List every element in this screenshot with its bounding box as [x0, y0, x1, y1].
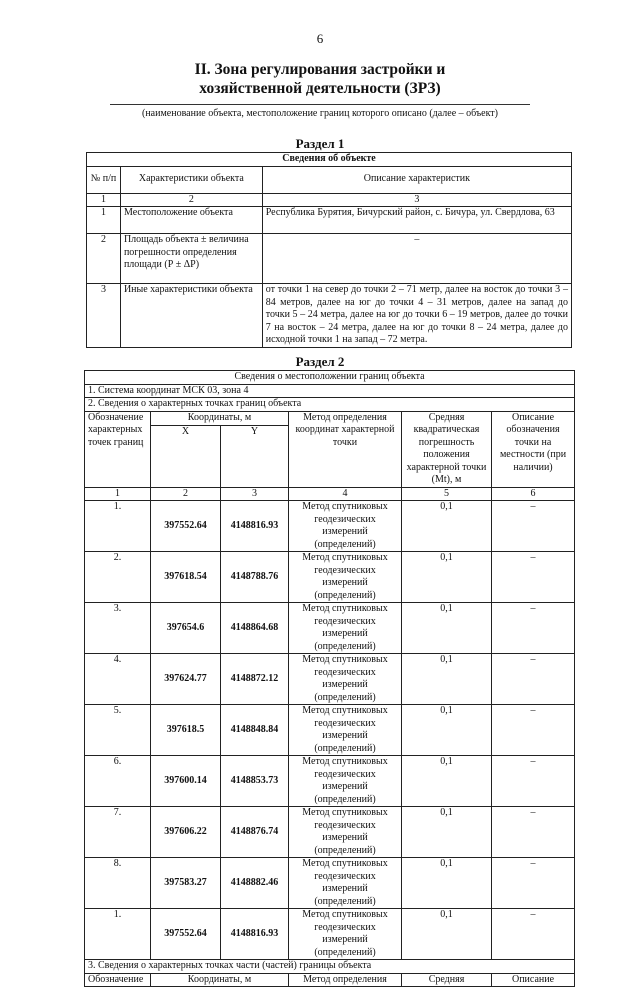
col-header-description: Описание характеристик — [262, 166, 571, 193]
point-method: Метод спутниковых геодезических измерений (определений) — [289, 654, 402, 705]
point-y: 4148816.93 — [221, 501, 289, 552]
col-num-1: 1 — [85, 487, 151, 501]
point-method: Метод спутниковых геодезических измерений (определений) — [289, 552, 402, 603]
row-description: от точки 1 на север до точки 2 – 71 метр, далее на восток до точки 3 – 84 метров, далее на юг до точки 4 – 31 метров, далее на запад до точки 5 – 24 метра, далее на юг до точки 6 – 19 метров, далее до точки 7 на восток – 24 метра, далее на юг до точки 8 – 24 метра, далее до исходной точки 1 на запад – 72 метра. — [262, 284, 571, 348]
point-id: 3. — [85, 603, 151, 654]
table-row — [85, 756, 575, 807]
point-method: Метод спутниковых геодезических измерений (определений) — [289, 501, 402, 552]
point-mt: 0,1 — [402, 909, 492, 960]
point-id: 4. — [85, 654, 151, 705]
object-info-table — [86, 152, 572, 348]
point-description: – — [492, 552, 575, 603]
point-mt: 0,1 — [402, 603, 492, 654]
table-row — [85, 858, 575, 909]
boundary-table-title: Сведения о местоположении границ объекта — [85, 371, 575, 385]
col-num-3: 3 — [262, 193, 571, 207]
point-mt: 0,1 — [402, 858, 492, 909]
section2-title: Раздел 2 — [295, 354, 345, 369]
point-id: 8. — [85, 858, 151, 909]
point-id: 2. — [85, 552, 151, 603]
point-id: 6. — [85, 756, 151, 807]
point-x: 397624.77 — [151, 654, 221, 705]
object-caption: (наименование объекта, местоположение границ которого описано (далее – объект) — [141, 108, 499, 119]
col-header-point-description: Описание обозначения точки на местности (при наличии) — [492, 411, 575, 487]
point-method: Метод спутниковых геодезических измерений (определений) — [289, 858, 402, 909]
table-row — [85, 807, 575, 858]
row-description: Республика Бурятия, Бичурский район, с. Бичура, ул. Свердлова, 63 — [262, 207, 571, 234]
boundary-points-table — [84, 370, 575, 987]
point-method: Метод спутниковых геодезических измерений (определений) — [289, 705, 402, 756]
row-number: 2 — [87, 234, 121, 284]
col-num-6: 6 — [492, 487, 575, 501]
point-y: 4148864.68 — [221, 603, 289, 654]
point-x: 397654.6 — [151, 603, 221, 654]
page-number: 6 — [316, 31, 324, 46]
col-header-designation: Обозначение характерных точек границ — [85, 411, 151, 487]
title-underline — [110, 104, 530, 105]
point-y: 4148853.73 — [221, 756, 289, 807]
point-method: Метод спутниковых геодезических измерений (определений) — [289, 756, 402, 807]
coordinate-system: 1. Система координат МСК 03, зона 4 — [85, 384, 575, 398]
point-id: 5. — [85, 705, 151, 756]
col-header-method: Метод определения координат характерной точки — [289, 411, 402, 487]
row-number: 3 — [87, 284, 121, 348]
parts-section-title: 3. Сведения о характерных точках части (частей) границы объекта — [85, 960, 575, 974]
point-method: Метод спутниковых геодезических измерений (определений) — [289, 603, 402, 654]
point-id: 1. — [85, 909, 151, 960]
parts-header-coordinates: Координаты, м — [151, 973, 289, 987]
row-characteristic: Иные характеристики объекта — [120, 284, 262, 348]
point-description: – — [492, 756, 575, 807]
col-header-number: № п/п — [87, 166, 121, 193]
point-x: 397606.22 — [151, 807, 221, 858]
table-row — [85, 501, 575, 552]
point-mt: 0,1 — [402, 756, 492, 807]
col-num-2: 2 — [151, 487, 221, 501]
col-num-3: 3 — [221, 487, 289, 501]
point-method: Метод спутниковых геодезических измерений (определений) — [289, 909, 402, 960]
col-header-characteristic: Характеристики объекта — [120, 166, 262, 193]
table-row — [85, 705, 575, 756]
point-description: – — [492, 909, 575, 960]
point-x: 397618.54 — [151, 552, 221, 603]
point-x: 397583.27 — [151, 858, 221, 909]
point-mt: 0,1 — [402, 654, 492, 705]
col-num-4: 4 — [289, 487, 402, 501]
row-description: – — [262, 234, 571, 284]
point-x: 397552.64 — [151, 909, 221, 960]
col-header-x: X — [151, 425, 221, 487]
point-y: 4148872.12 — [221, 654, 289, 705]
col-num-1: 1 — [87, 193, 121, 207]
row-characteristic: Площадь объекта ± величина погрешности определения площади (Р ± ΔР) — [120, 234, 262, 284]
parts-header-description: Описание — [492, 973, 575, 987]
object-info-table-title: Сведения об объекте — [87, 153, 572, 167]
table-row — [85, 552, 575, 603]
point-description: – — [492, 705, 575, 756]
points-section-title: 2. Сведения о характерных точках границ объекта — [85, 398, 575, 412]
point-x: 397552.64 — [151, 501, 221, 552]
point-mt: 0,1 — [402, 501, 492, 552]
title-line-2: хозяйственной деятельности (ЗРЗ) — [199, 80, 441, 97]
point-description: – — [492, 858, 575, 909]
parts-header-error: Средняя — [402, 973, 492, 987]
point-y: 4148788.76 — [221, 552, 289, 603]
point-mt: 0,1 — [402, 807, 492, 858]
point-description: – — [492, 501, 575, 552]
point-x: 397618.5 — [151, 705, 221, 756]
title-line-1: II. Зона регулирования застройки и — [194, 61, 446, 78]
point-description: – — [492, 603, 575, 654]
point-x: 397600.14 — [151, 756, 221, 807]
point-description: – — [492, 807, 575, 858]
col-header-error: Средняя квадратическая погрешность положения характерной точки (Mt), м — [402, 411, 492, 487]
point-y: 4148876.74 — [221, 807, 289, 858]
page-title — [0, 60, 640, 98]
point-y: 4148816.93 — [221, 909, 289, 960]
table-row — [85, 654, 575, 705]
col-num-2: 2 — [120, 193, 262, 207]
row-characteristic: Местоположение объекта — [120, 207, 262, 234]
section1-title: Раздел 1 — [295, 136, 345, 151]
table-row — [87, 207, 572, 234]
col-header-coordinates: Координаты, м — [151, 411, 289, 425]
point-id: 7. — [85, 807, 151, 858]
table-row — [85, 909, 575, 960]
table-row — [85, 603, 575, 654]
point-y: 4148848.84 — [221, 705, 289, 756]
table-row — [87, 284, 572, 348]
point-y: 4148882.46 — [221, 858, 289, 909]
point-mt: 0,1 — [402, 552, 492, 603]
parts-header-method: Метод определения — [289, 973, 402, 987]
table-row — [87, 234, 572, 284]
parts-header-designation: Обозначение — [85, 973, 151, 987]
point-mt: 0,1 — [402, 705, 492, 756]
point-method: Метод спутниковых геодезических измерений (определений) — [289, 807, 402, 858]
point-id: 1. — [85, 501, 151, 552]
row-number: 1 — [87, 207, 121, 234]
point-description: – — [492, 654, 575, 705]
col-num-5: 5 — [402, 487, 492, 501]
col-header-y: Y — [221, 425, 289, 487]
